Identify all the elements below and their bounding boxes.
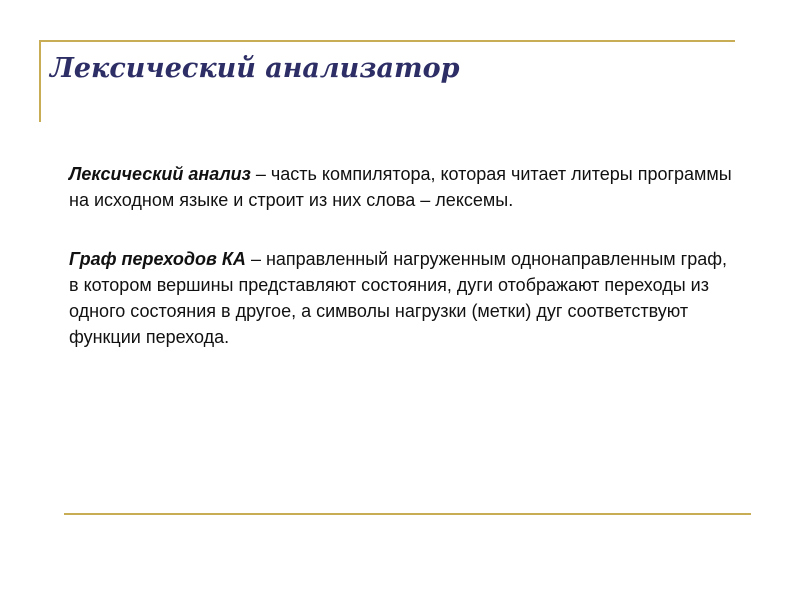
bottom-divider (64, 513, 751, 515)
left-divider (39, 40, 41, 122)
term-transition-graph: Граф переходов КА (69, 249, 246, 269)
definition-text-transition-graph: – направленный нагруженным однонаправленным граф, в котором вершины представляют состояния, дуги отображают переходы из одного состояния в другое, а символы нагрузки (метки) дуг соответствуют функции перехода. (69, 249, 728, 347)
term-lexical-analysis: Лексический анализ (69, 164, 251, 184)
slide-title: Лексический анализатор (50, 53, 460, 84)
slide-body (69, 161, 734, 350)
definition-transition-graph (69, 246, 734, 350)
definition-lexical-analysis (69, 161, 734, 213)
definition-text-lexical-analysis: – часть компилятора, которая читает литеры программы на исходном языке и строит из них слова – лексемы. (69, 164, 732, 210)
top-divider (40, 40, 735, 42)
